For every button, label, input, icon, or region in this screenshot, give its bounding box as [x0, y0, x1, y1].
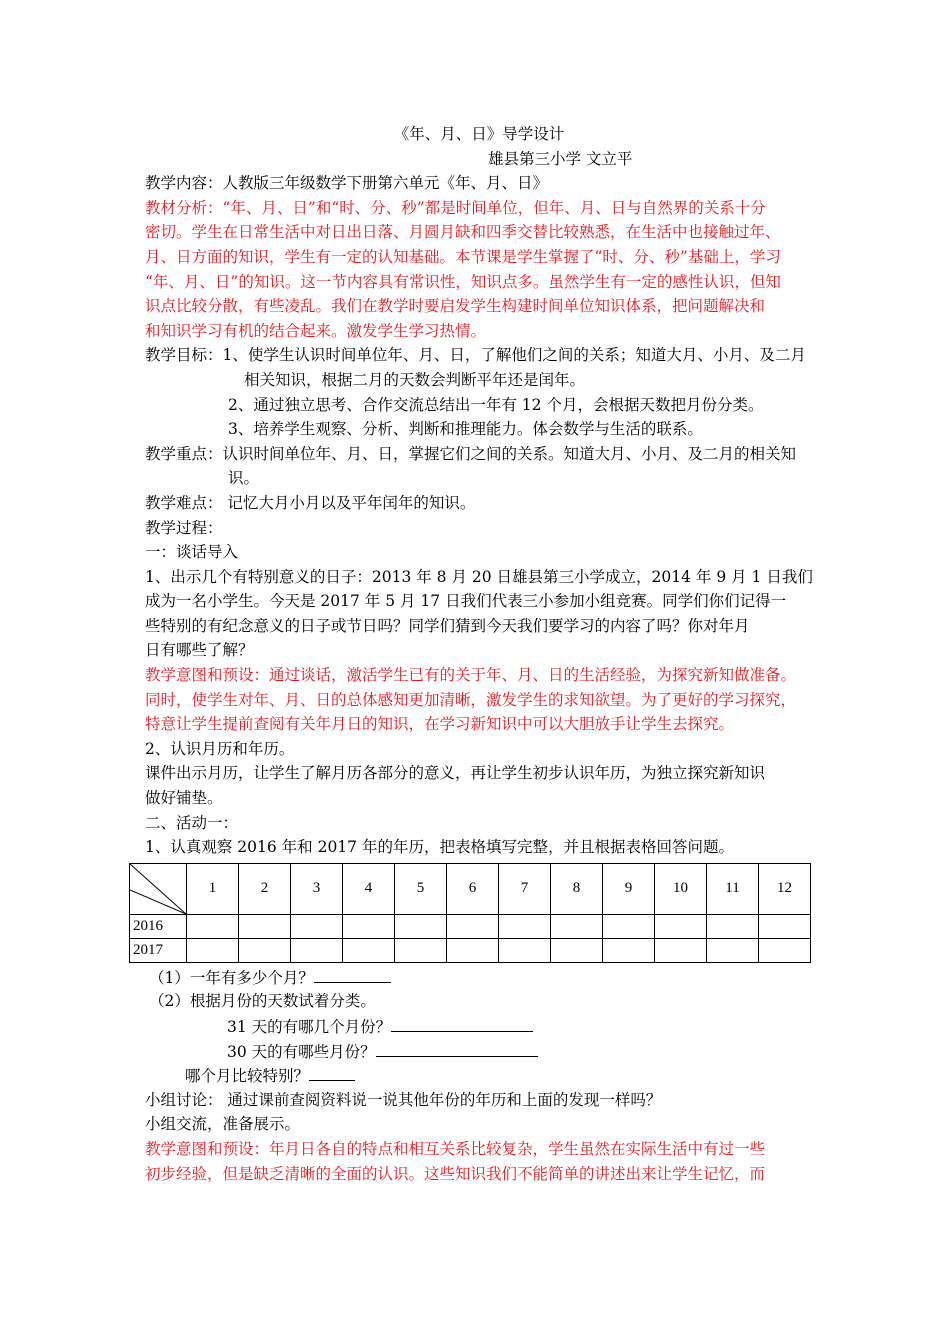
- intent-block: [145, 663, 813, 737]
- teaching-goals: [145, 343, 813, 441]
- blank-cell[interactable]: [707, 938, 759, 962]
- question-2a: [145, 1014, 813, 1039]
- blank-cell[interactable]: [187, 914, 239, 938]
- blank-cell[interactable]: [603, 938, 655, 962]
- blank-cell[interactable]: [239, 938, 291, 962]
- document-page: [133, 122, 813, 1186]
- blank-cell[interactable]: [395, 914, 447, 938]
- table-row: [130, 914, 811, 938]
- blank-cell[interactable]: [395, 938, 447, 962]
- blank-cell[interactable]: [551, 914, 603, 938]
- month-header-cell: 1: [187, 863, 239, 914]
- goal-line: 相关知识，根据二月的天数会判断平年还是闰年。: [244, 370, 586, 389]
- blank-cell[interactable]: [655, 914, 707, 938]
- analysis-line: 月、日方面的知识，学生有一定的认知基础。本节课是学生掌握了“时、分、秒”基础上，学习: [145, 247, 781, 266]
- month-header-cell: 3: [291, 863, 343, 914]
- month-header-cell: 8: [551, 863, 603, 914]
- question-2b: [145, 1039, 813, 1064]
- blank-cell[interactable]: [655, 938, 707, 962]
- analysis-line: “年、月、日”的知识。这一节内容具有常识性，知识点多。虽然学生有一定的感性认识，但知: [145, 272, 781, 291]
- share-line: 小组交流，准备展示。: [145, 1115, 301, 1134]
- blank-cell[interactable]: [447, 914, 499, 938]
- question-2: （2）根据月份的天数试着分类。: [149, 992, 376, 1011]
- analysis-line: 教材分析：“年、月、日”和“时、分、秒”都是时间单位，但年、月、日与自然界的关系十分: [145, 198, 766, 217]
- answer-blank[interactable]: [391, 1014, 533, 1032]
- paragraph-line: 成为一名小学生。今天是 2017 年 5 月 17 日我们代表三小参加小组竞赛。同学们你们记得一: [145, 592, 787, 611]
- section-intro: [145, 540, 813, 811]
- section-activity: [133, 811, 813, 1187]
- month-header-cell: 10: [655, 863, 707, 914]
- blank-cell[interactable]: [499, 914, 551, 938]
- blank-cell[interactable]: [291, 914, 343, 938]
- blank-cell[interactable]: [499, 938, 551, 962]
- question-text: 哪个月比较特别？: [185, 1067, 310, 1086]
- process-label: 教学过程：: [145, 518, 223, 537]
- paragraph-line: 日有哪些了解？: [145, 641, 254, 660]
- year-cell: 2016: [130, 914, 187, 938]
- answer-blank[interactable]: [314, 965, 391, 983]
- question-text: 31 天的有哪几个月份？: [227, 1018, 392, 1036]
- question-text: （1）一年有多少个月？: [149, 968, 314, 987]
- intent-line: 教学意图和预设：通过谈话，激活学生已有的关于年、月、日的生活经验，为探究新知做准备。: [145, 666, 797, 685]
- calendar-table: [129, 863, 811, 963]
- blank-cell[interactable]: [603, 914, 655, 938]
- month-header-cell: 12: [759, 863, 811, 914]
- paragraph-line: 些特别的有纪念意义的日子或节日吗？同学们猜到今天我们要学习的内容了吗？你对年月: [145, 616, 750, 635]
- key-points: [145, 442, 813, 491]
- task-line: 1、认真观察 2016 年和 2017 年的年历，把表格填写完整，并且根据表格回答问题。: [145, 838, 734, 857]
- blank-cell[interactable]: [187, 938, 239, 962]
- paragraph-line: 1、出示几个有特别意义的日子：2013 年 8 月 20 日雄县第三小学成立，2014 年 9 月 1 日我们: [145, 567, 813, 586]
- document-title: 《年、月、日》导学设计: [393, 125, 565, 143]
- teaching-content: 教学内容：人教版三年级数学下册第六单元《年、月、日》: [145, 174, 549, 193]
- answer-blank[interactable]: [376, 1039, 538, 1057]
- blank-cell[interactable]: [551, 938, 603, 962]
- month-header-cell: 9: [603, 863, 655, 914]
- author-line: 雄县第三小学 文立平: [488, 149, 633, 168]
- analysis-line: 识点比较分散，有些凌乱。我们在教学时要启发学生构建时间单位知识体系，把问题解决和: [145, 297, 766, 316]
- month-header-cell: 5: [395, 863, 447, 914]
- difficulty-line: 教学难点： 记忆大月小月以及平年闰年的知识。: [145, 493, 476, 512]
- diagonal-lines: [130, 864, 186, 914]
- analysis-line: 密切。学生在日常生活中对日出日落、月圆月缺和四季交替比较熟悉，在生活中也接触过年、: [145, 223, 781, 242]
- blank-cell[interactable]: [707, 914, 759, 938]
- step-heading: 2、认识月历和年历。: [145, 739, 295, 758]
- goal-line: 2、通过独立思考、合作交流总结出一年有 12 个月，会根据天数把月份分类。: [228, 395, 764, 414]
- analysis-line: 和知识学习有机的结合起来。激发学生学习热情。: [145, 321, 487, 340]
- section-heading: 一：谈话导入: [145, 543, 239, 562]
- discussion-line: 小组讨论： 通过课前查阅资料说一说其他年份的年历和上面的发现一样吗？: [145, 1090, 662, 1109]
- month-header-cell: 7: [499, 863, 551, 914]
- intent-line: 教学意图和预设：年月日各自的特点和相互关系比较复杂，学生虽然在实际生活中有过一些: [145, 1139, 766, 1158]
- month-header-cell: 11: [707, 863, 759, 914]
- question-text: 30 天的有哪些月份？: [227, 1042, 376, 1061]
- blank-cell[interactable]: [759, 914, 811, 938]
- month-header-cell: 6: [447, 863, 499, 914]
- material-analysis: [145, 196, 813, 344]
- blank-cell[interactable]: [759, 938, 811, 962]
- table-header-row: [130, 863, 811, 914]
- goal-line: 教学目标：1、使学生认识时间单位年、月、日，了解他们之间的关系；知道大月、小月、及二月: [145, 346, 806, 365]
- question-1: [145, 965, 813, 990]
- answer-blank[interactable]: [309, 1063, 355, 1081]
- blank-cell[interactable]: [447, 938, 499, 962]
- paragraph-line: 课件出示月历，让学生了解月历各部分的意义，再让学生初步认识年历，为独立探究新知识: [145, 764, 766, 783]
- intent-line: 同时，使学生对年、月、日的总体感知更加清晰，激发学生的求知欲望。为了更好的学习探究，: [145, 690, 797, 709]
- blank-cell[interactable]: [291, 938, 343, 962]
- blank-cell[interactable]: [343, 938, 395, 962]
- blank-cell[interactable]: [343, 914, 395, 938]
- intent-line: 初步经验，但是缺乏清晰的全面的认识。这些知识我们不能简单的讲述出来让学生记忆，而: [145, 1164, 766, 1183]
- year-cell: 2017: [130, 938, 187, 962]
- key-point-line: 识。: [228, 469, 260, 488]
- key-point-line: 教学重点：认识时间单位年、月、日，掌握它们之间的关系。知道大月、小月、及二月的相关知: [145, 444, 797, 463]
- diagonal-header-cell: [130, 863, 187, 914]
- intent-line: 特意让学生提前查阅有关年月日的知识，在学习新知识中可以大胆放手让学生去探究。: [145, 715, 735, 734]
- blank-cell[interactable]: [239, 914, 291, 938]
- section-heading: 二、活动一：: [145, 813, 239, 832]
- table-row: [130, 938, 811, 962]
- goal-line: 3、培养学生观察、分析、判断和推理能力。体会数学与生活的联系。: [228, 420, 703, 439]
- paragraph-line: 做好铺垫。: [145, 789, 223, 808]
- question-3: [145, 1063, 813, 1088]
- month-header-cell: 4: [343, 863, 395, 914]
- month-header-cell: 2: [239, 863, 291, 914]
- intent-block: [145, 1137, 813, 1186]
